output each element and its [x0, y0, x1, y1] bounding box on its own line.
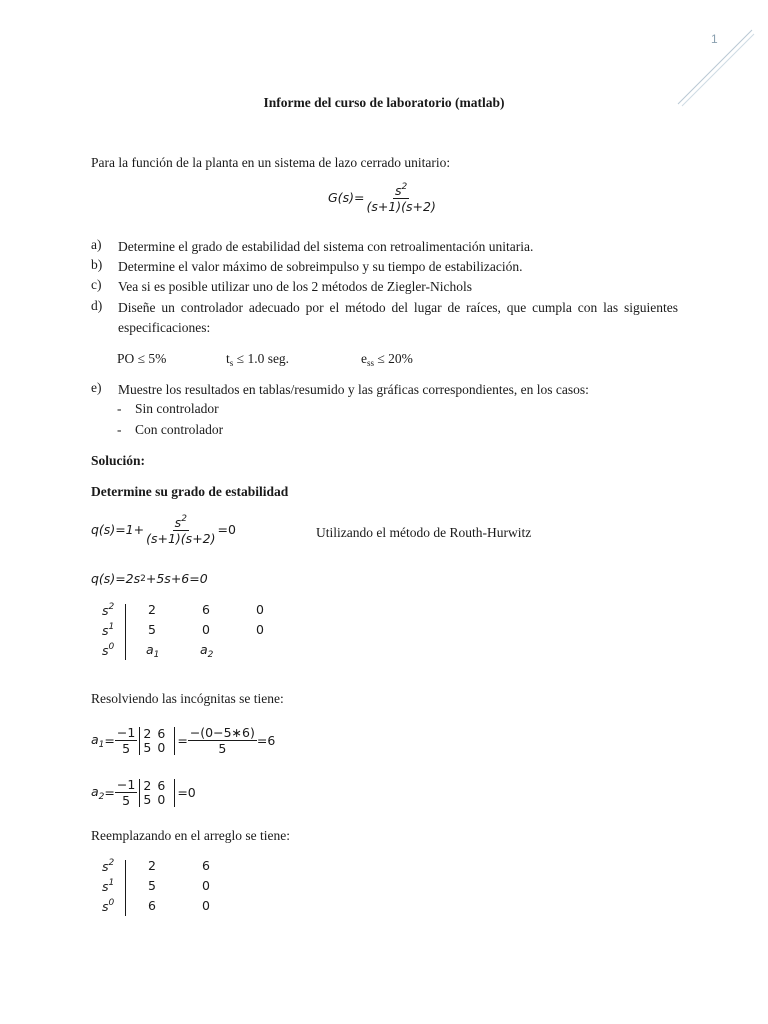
page-number: 1	[711, 32, 718, 46]
transfer-function	[328, 180, 438, 214]
characteristic-polynomial: q(s)=2s 2 +5s+6=0	[91, 571, 208, 586]
list-label: d)	[91, 298, 103, 313]
list-text: Determine el grado de estabilidad del sistema con retroalimentación unitaria.	[118, 239, 534, 254]
list-label: b)	[91, 257, 103, 272]
spec-ess: $e_{ss} \le 20\%$	[361, 351, 413, 368]
estabilidad-heading: Determine su grado de estabilidad	[91, 484, 289, 499]
list-label: c)	[91, 277, 102, 292]
spec-ts: $t_s \le 1.0$ seg.	[226, 351, 290, 368]
page-title: Informe del curso de laboratorio (matlab)	[263, 95, 505, 110]
intro-text: Para la función de la planta en un sistema de lazo cerrado unitario:	[91, 155, 451, 170]
gs-fraction	[364, 180, 437, 214]
gs-num-exp: 2	[401, 182, 408, 192]
routh-table-2: $s^2$ 2 6 $s^1$ 5 0 $s^0$ 6 0	[102, 858, 210, 914]
gs-num: s	[395, 183, 402, 198]
routh-method-text: Utilizando el método de Routh-Hurwitz	[316, 525, 532, 540]
list-label: e)	[91, 380, 102, 395]
gs-den: (s+1)(s+2)	[366, 199, 436, 214]
list-text: Diseñe un controlador adecuado por el método del lugar de raíces, que cumpla con las siguientes especificaciones:	[118, 300, 678, 335]
reemplazando-text: Reemplazando en el arreglo se tiene:	[91, 828, 291, 843]
list-text: Vea si es posible utilizar uno de los 2 métodos de Ziegler-Nichols	[118, 279, 473, 294]
resolviendo-text: Resolviendo las incógnitas se tiene:	[91, 691, 284, 706]
list-label: a)	[91, 237, 102, 252]
gs-lhs: G(s)=	[328, 189, 365, 205]
spec-po: PO ≤ 5%	[117, 351, 167, 366]
routh-table-1: $s^2$ 2 6 0 $s^1$ 5 0 0 $s^0$ $a_1$ $a_2$	[102, 602, 264, 660]
solucion-heading: Solución:	[91, 453, 146, 468]
a2-equation: $a_2$ = $\frac{-1}{5}$ 2 6 5 0 =0	[91, 777, 196, 808]
list-text: Determine el valor máximo de sobreimpulso y su tiempo de estabilización.	[118, 259, 523, 274]
list-text: Muestre los resultados en tablas/resumido y las gráficas correspondientes, en los casos:	[118, 382, 589, 397]
a1-equation: $a_1$ = $\frac{-1}{5}$ 2 6 5 0 = $\frac{-(0-5∗6)}{5}$ =6	[91, 725, 276, 756]
characteristic-equation: q(s)=1+ $\frac{s^2}{(s+1)(s+2)}$ =0	[91, 514, 236, 546]
